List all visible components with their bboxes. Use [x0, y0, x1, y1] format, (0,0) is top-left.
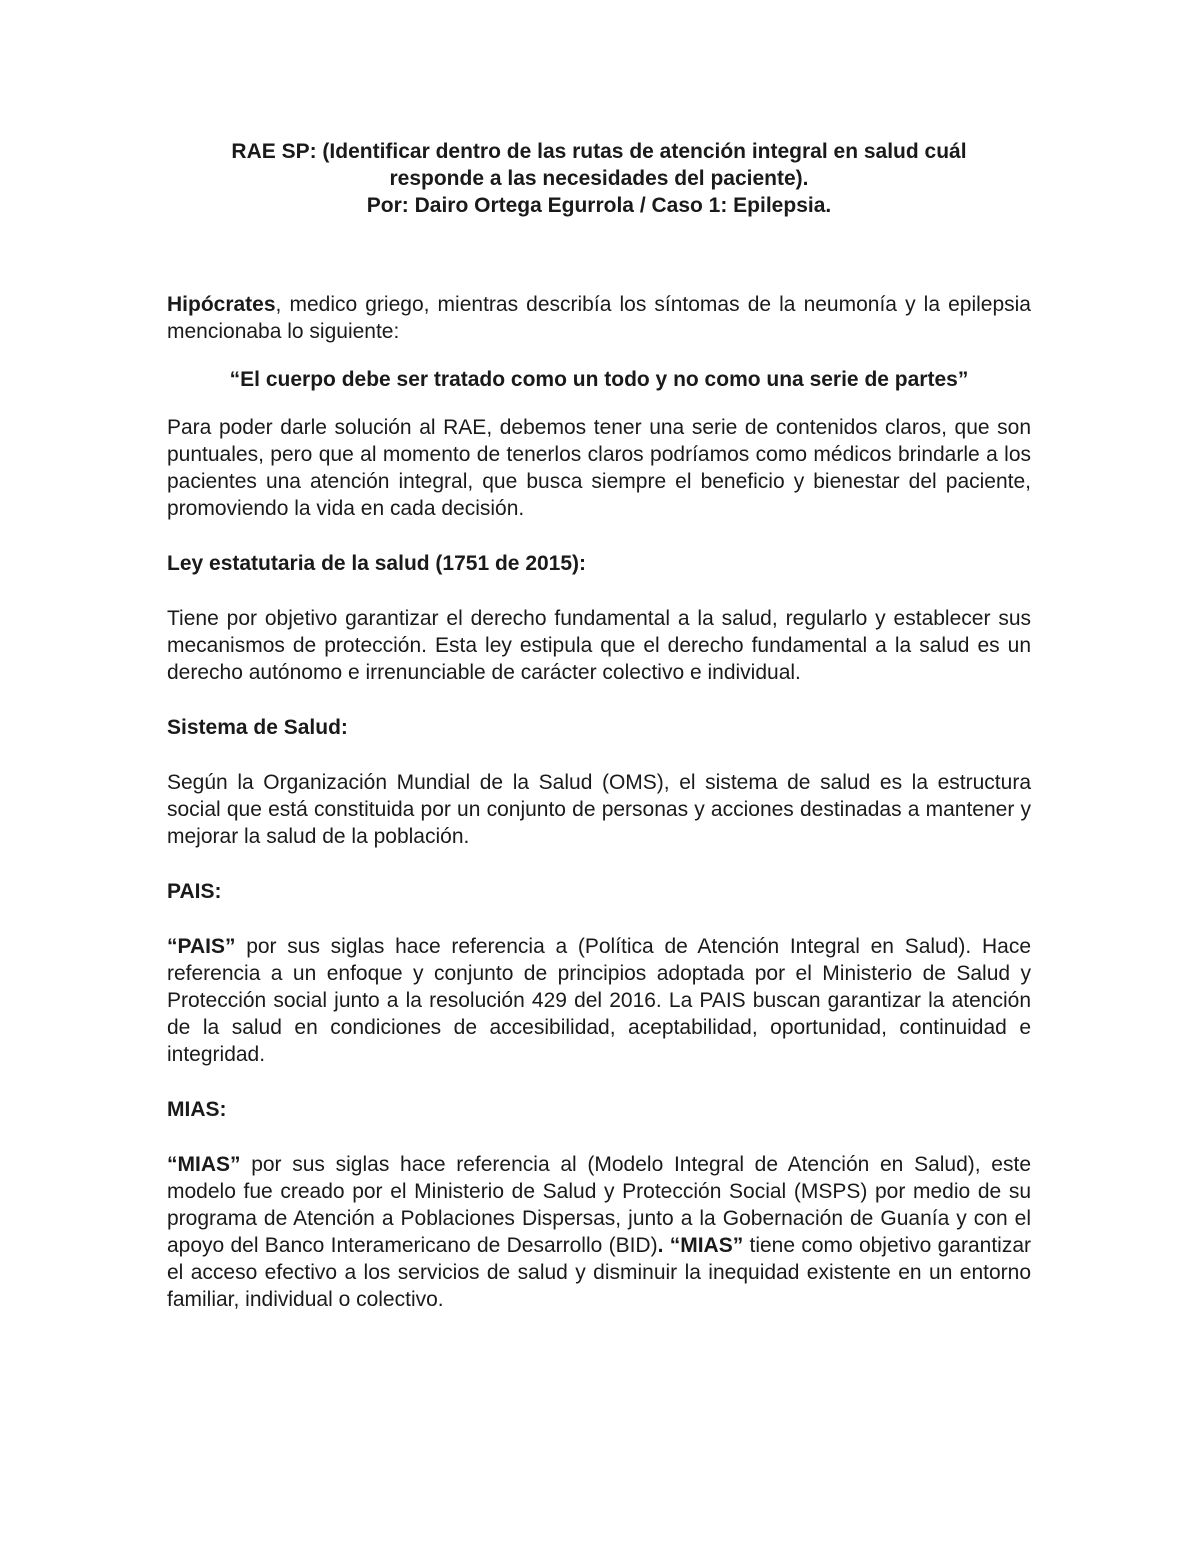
- document-title: [167, 138, 1031, 219]
- pais-heading: PAIS:: [167, 880, 222, 903]
- mias-text-1: por sus siglas hace referencia al (Modelo Integral de Atención en Salud), este modelo fue creado por el Ministerio de Salud y Protección Social (MSPS) por medio de su programa de Atención a Poblaciones Dispersas, junto a la Gobernación de Guanía y con el apoyo del Banco Interamericano de Desarrollo (BID): [167, 1153, 1031, 1257]
- mias-paragraph: [167, 1151, 1031, 1313]
- intro-text: , medico griego, mientras describía los síntomas de la neumonía y la epilepsia mencionaba lo siguiente:: [167, 293, 1031, 343]
- pais-term: “PAIS”: [167, 935, 236, 958]
- title-line-1: RAE SP: (Identificar dentro de las rutas de atención integral en salud cuál: [231, 140, 967, 163]
- sistema-paragraph: Según la Organización Mundial de la Salud (OMS), el sistema de salud es la estructura social que está constituida por un conjunto de personas y acciones destinadas a mantener y mejorar la salud de la población.: [167, 771, 1031, 848]
- document-body: [167, 138, 1031, 1313]
- sistema-heading: Sistema de Salud:: [167, 716, 348, 739]
- ley-heading: Ley estatutaria de la salud (1751 de 2015):: [167, 552, 587, 575]
- ley-paragraph: Tiene por objetivo garantizar el derecho fundamental a la salud, regularlo y establecer sus mecanismos de protección. Esta ley estipula que el derecho fundamental a la salud es un derecho autónomo e irrenunciable de carácter colectivo e individual.: [167, 607, 1031, 684]
- hipocrates-term: Hipócrates: [167, 293, 276, 316]
- title-author-line: Por: Dairo Ortega Egurrola / Caso 1: Epilepsia.: [366, 194, 832, 217]
- mias-term-2: . “MIAS”: [657, 1234, 744, 1257]
- mias-heading: MIAS:: [167, 1098, 227, 1121]
- mias-term: “MIAS”: [167, 1153, 241, 1176]
- hipocrates-quote: “El cuerpo debe ser tratado como un todo y no como una serie de partes”: [229, 368, 969, 391]
- rae-paragraph: Para poder darle solución al RAE, debemos tener una serie de contenidos claros, que son puntuales, pero que al momento de tenerlos claros podríamos como médicos brindarle a los pacientes una atención integral, que busca siempre el beneficio y bienestar del paciente, promoviendo la vida en cada decisión.: [167, 416, 1031, 520]
- mias-text-2: tiene como objetivo garantizar el acceso efectivo a los servicios de salud y disminuir la inequidad existente en un entorno familiar, individual o colectivo.: [167, 1234, 1031, 1311]
- intro-paragraph: [167, 291, 1031, 345]
- title-line-2: responde a las necesidades del paciente).: [389, 167, 809, 190]
- pais-text: por sus siglas hace referencia a (Política de Atención Integral en Salud). Hace referencia a un enfoque y conjunto de principios adoptada por el Ministerio de Salud y Protección social junto a la resolución 429 del 2016. La PAIS buscan garantizar la atención de la salud en condiciones de accesibilidad, aceptabilidad, oportunidad, continuidad e integridad.: [167, 935, 1031, 1066]
- pais-paragraph: [167, 933, 1031, 1068]
